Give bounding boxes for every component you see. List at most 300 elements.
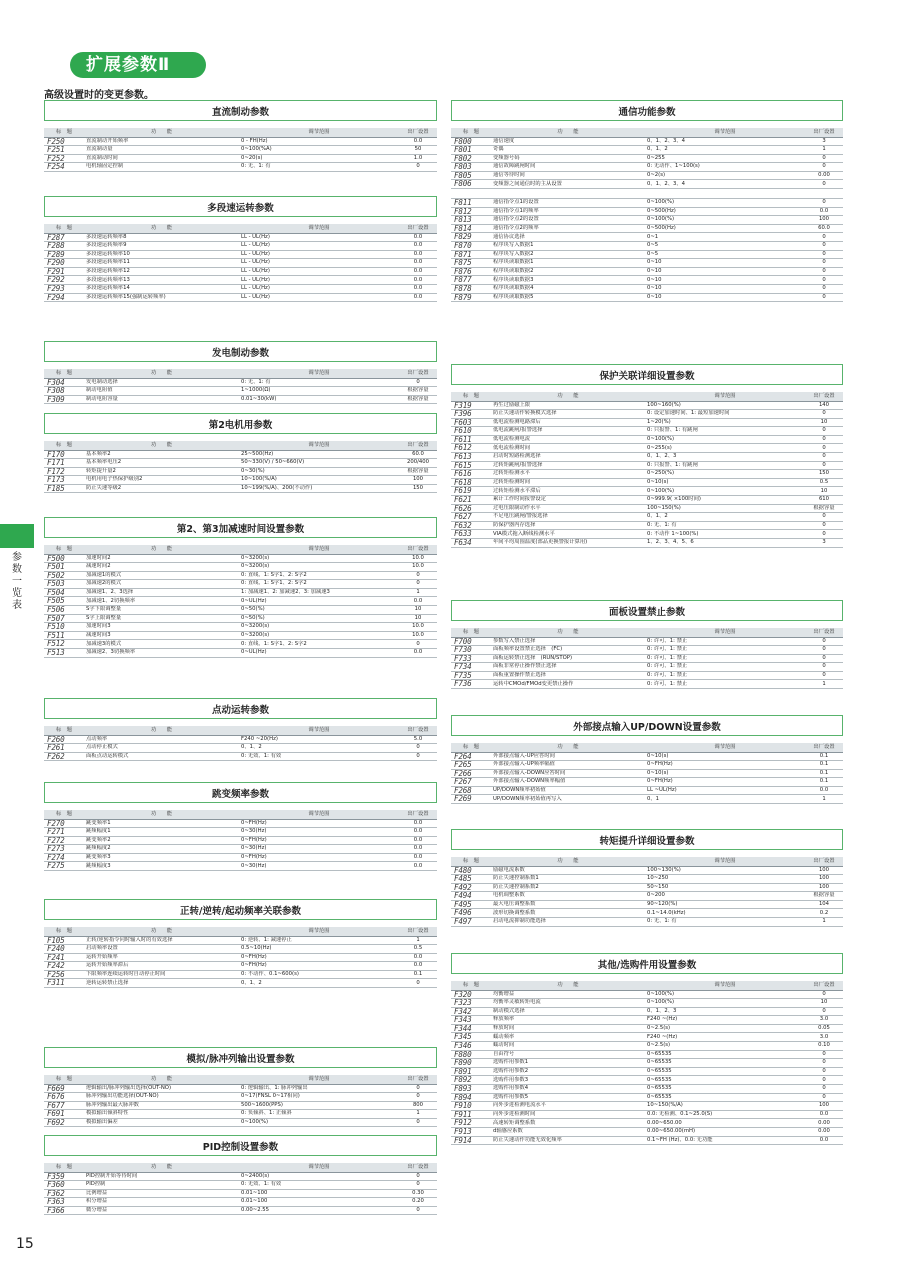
- param-section: [451, 715, 843, 804]
- param-range: 0~255: [645, 154, 805, 163]
- param-range: 0~10: [645, 293, 805, 302]
- column-header-default: 出厂设置: [805, 743, 843, 752]
- param-code: F360: [44, 1181, 84, 1190]
- table-row: [451, 276, 843, 285]
- param-function: 程序块读取数据2: [491, 267, 645, 276]
- param-default: 100: [805, 875, 843, 884]
- param-range: 0~10: [645, 267, 805, 276]
- param-code: F892: [451, 1076, 491, 1085]
- section-title: 发电制动参数: [44, 341, 437, 362]
- param-default: 100: [805, 1102, 843, 1111]
- param-code: F511: [44, 631, 84, 640]
- param-range: 0、1、2: [645, 513, 805, 522]
- param-function: 多段速运转频率12: [84, 267, 239, 276]
- param-function: 通信指令点1的频率: [491, 207, 645, 216]
- param-function: 加减速2、3切换频率: [84, 649, 239, 658]
- table-row: [44, 752, 437, 761]
- table-row: [44, 588, 437, 597]
- param-range: 0~100(%): [645, 199, 805, 208]
- param-range: 0~FH(Hz): [239, 819, 399, 828]
- param-function: 跳变频率1: [84, 819, 239, 828]
- param-default: 150: [805, 470, 843, 479]
- param-table: [44, 369, 437, 404]
- param-code: F801: [451, 146, 491, 155]
- param-range: 0: 负倾斜、1: 正倾斜: [239, 1110, 399, 1119]
- section-title: 第2电机用参数: [44, 413, 437, 434]
- table-row: [451, 786, 843, 795]
- param-function: 多段速运转频率13: [84, 276, 239, 285]
- param-range: 0~2400(s): [239, 1172, 399, 1181]
- param-range: 10~100(%/A): [239, 476, 399, 485]
- param-function: PID控制开始等待时间: [84, 1172, 239, 1181]
- param-code: F603: [451, 418, 491, 427]
- table-row: [451, 180, 843, 189]
- param-code: F345: [451, 1033, 491, 1042]
- param-table: [451, 628, 843, 689]
- table-row: [451, 918, 843, 927]
- table-row: [451, 242, 843, 251]
- table-row: [451, 199, 843, 208]
- param-default: 3: [805, 539, 843, 548]
- param-range: 0~255(s): [645, 444, 805, 453]
- param-default: 5.0: [399, 735, 437, 744]
- param-code: F616: [451, 470, 491, 479]
- param-default: 0.20: [399, 1198, 437, 1207]
- param-function: 基本频率2: [84, 450, 239, 459]
- table-row: [451, 866, 843, 875]
- param-function: 正转/逆转指令同时输入时的有效选择: [84, 936, 239, 945]
- param-range: 0~100(%): [645, 990, 805, 999]
- param-range: 0.00~650.00(mH): [645, 1128, 805, 1137]
- param-function: 基本频率电压2: [84, 459, 239, 468]
- table-row: [451, 680, 843, 689]
- param-function: 外部接点输入-DOWN应答时间: [491, 769, 645, 778]
- table-row: [451, 769, 843, 778]
- column-header-default: 出厂设置: [399, 441, 437, 450]
- table-row: [44, 962, 437, 971]
- param-code: F692: [44, 1118, 84, 1127]
- param-section: [451, 100, 843, 302]
- param-function: 通信指令点2的设置: [491, 216, 645, 225]
- param-table: [451, 392, 843, 548]
- param-range: 100~150(%): [645, 504, 805, 513]
- column-header-func: 功 能: [491, 392, 645, 401]
- section-title: 直流制动参数: [44, 100, 437, 121]
- table-row: [451, 504, 843, 513]
- param-default: 0: [805, 530, 843, 539]
- table-row: [44, 1084, 437, 1093]
- param-range: 0~100(%): [645, 999, 805, 1008]
- param-range: LL - UL(Hz): [239, 242, 399, 251]
- column-header-range: 调节范围: [645, 857, 805, 866]
- param-default: 0.0: [399, 819, 437, 828]
- param-range: 0~30(Hz): [239, 828, 399, 837]
- param-function: 加速时间2: [84, 554, 239, 563]
- param-code: F890: [451, 1059, 491, 1068]
- param-range: 10~199(%/A)、200(不动作): [239, 484, 399, 493]
- param-default: 根据容量: [399, 467, 437, 476]
- param-default: 1: [399, 936, 437, 945]
- table-row: [44, 1181, 437, 1190]
- page-title: 扩展参数Ⅱ: [70, 52, 206, 78]
- param-function: 过转矩检测水平滞后: [491, 487, 645, 496]
- param-range: 0~30(%): [239, 467, 399, 476]
- param-range: 0、1、2: [239, 744, 399, 753]
- param-range: 0~3200(s): [239, 563, 399, 572]
- column-header-code: 标 题: [44, 369, 84, 378]
- param-range: 1: 加减速1、2: 加减速2、3: 加减速3: [239, 588, 399, 597]
- param-range: 0~30(Hz): [239, 862, 399, 871]
- param-range: 500~1600(PPS): [239, 1101, 399, 1110]
- column-header-code: 标 题: [451, 128, 491, 137]
- param-code: F320: [451, 990, 491, 999]
- param-table: [44, 224, 437, 302]
- param-code: F288: [44, 242, 84, 251]
- param-default: 100: [805, 866, 843, 875]
- column-header-default: 出厂设置: [805, 628, 843, 637]
- param-function: 奇偶: [491, 146, 645, 155]
- param-code: F242: [44, 962, 84, 971]
- param-default: 0: [399, 571, 437, 580]
- param-code: F611: [451, 435, 491, 444]
- column-header-code: 标 题: [44, 441, 84, 450]
- column-header-range: 调节范围: [239, 441, 399, 450]
- param-function: 励磁电流系数: [491, 866, 645, 875]
- param-code: F240: [44, 945, 84, 954]
- param-function: 程序块读取数据1: [491, 259, 645, 268]
- param-function: 脉冲列输出功能选择(OUT-NO): [84, 1093, 239, 1102]
- column-header-code: 标 题: [44, 224, 84, 233]
- param-function: 防止失速控制系数1: [491, 875, 645, 884]
- param-table: [44, 1163, 437, 1215]
- param-function: VIA模式拖入断线检测水平: [491, 530, 645, 539]
- param-default: 0.0: [399, 845, 437, 854]
- param-default: 0: [805, 1067, 843, 1076]
- param-function: 跳变频率3: [84, 853, 239, 862]
- param-function: 过转矩跳闸/报警选择: [491, 461, 645, 470]
- param-function: 制动模式选择: [491, 1007, 645, 1016]
- column-header-default: 出厂设置: [399, 369, 437, 378]
- param-range: 0~UL(Hz): [239, 597, 399, 606]
- param-code: F265: [451, 761, 491, 770]
- param-function: 防止失速控制系数2: [491, 883, 645, 892]
- table-row: [451, 654, 843, 663]
- param-default: 根据容量: [805, 504, 843, 513]
- table-row: [44, 819, 437, 828]
- param-default: 0: [805, 671, 843, 680]
- param-default: 0.1: [805, 778, 843, 787]
- table-row: [44, 614, 437, 623]
- param-range: 0~10(s): [645, 769, 805, 778]
- param-code: F877: [451, 276, 491, 285]
- param-function: 面板频率设置禁止选择 (FC): [491, 646, 645, 655]
- param-section: [451, 953, 843, 1145]
- param-range: 0~1: [645, 233, 805, 242]
- column-header-default: 出厂设置: [399, 128, 437, 137]
- param-default: 0.05: [805, 1024, 843, 1033]
- param-default: 0.0: [399, 836, 437, 845]
- column-header-range: 调节范围: [239, 1075, 399, 1084]
- table-row: [451, 418, 843, 427]
- param-code: F171: [44, 459, 84, 468]
- column-header-default: 出厂设置: [399, 1163, 437, 1172]
- param-code: F910: [451, 1102, 491, 1111]
- table-row: [44, 484, 437, 493]
- param-section: [44, 413, 437, 493]
- table-row: [451, 154, 843, 163]
- param-range: 0~30(Hz): [239, 845, 399, 854]
- param-default: 0.0: [399, 862, 437, 871]
- param-range: 0.00~2.55: [239, 1206, 399, 1215]
- param-function: 多段速运转频率11: [84, 259, 239, 268]
- param-function: 跳变频率2: [84, 836, 239, 845]
- param-function: 防止失速等级2: [84, 484, 239, 493]
- param-function: UP/DOWN频率初始值: [491, 786, 645, 795]
- param-default: 1.0: [399, 154, 437, 163]
- param-code: F292: [44, 276, 84, 285]
- param-default: 1: [805, 146, 843, 155]
- param-range: 0~10(s): [645, 478, 805, 487]
- table-row: [44, 146, 437, 155]
- param-code: F363: [44, 1198, 84, 1207]
- param-function: 面板点动运转模式: [84, 752, 239, 761]
- param-range: [645, 189, 805, 199]
- column-header-range: 调节范围: [645, 743, 805, 752]
- param-range: 0~50(%): [239, 606, 399, 615]
- param-code: F870: [451, 242, 491, 251]
- param-function: 发电制动选择: [84, 378, 239, 387]
- param-function: 均衡增益: [491, 990, 645, 999]
- column-header-range: 调节范围: [239, 810, 399, 819]
- param-default: 0: [805, 637, 843, 646]
- param-function: 低电流检测电流: [491, 435, 645, 444]
- param-code: F632: [451, 521, 491, 530]
- param-default: 0: [399, 580, 437, 589]
- param-function: 多段速运转频率15(强制运转频率): [84, 293, 239, 302]
- param-code: F615: [451, 461, 491, 470]
- table-row: [451, 470, 843, 479]
- param-default: 3: [805, 137, 843, 146]
- param-range: 0: 无、1: 有: [239, 378, 399, 387]
- param-code: F730: [451, 646, 491, 655]
- param-function: 累计工作时间报警设定: [491, 496, 645, 505]
- table-row: [44, 979, 437, 988]
- param-range: 0: 设定加速时间、1: 最短加速时间: [645, 410, 805, 419]
- param-code: F290: [44, 259, 84, 268]
- param-code: F504: [44, 588, 84, 597]
- param-default: 0: [399, 378, 437, 387]
- section-title: 转矩提升详细设置参数: [451, 829, 843, 850]
- param-function: 不足电压跳闸/警报选择: [491, 513, 645, 522]
- param-function: 面板重置操作禁止选择: [491, 671, 645, 680]
- param-code: F619: [451, 487, 491, 496]
- param-code: F634: [451, 539, 491, 548]
- table-row: [44, 649, 437, 658]
- param-function: 逆转运转禁止选择: [84, 979, 239, 988]
- table-row: [451, 513, 843, 522]
- param-default: 0: [805, 259, 843, 268]
- param-function: 过转矩检测时间: [491, 478, 645, 487]
- param-code: F814: [451, 224, 491, 233]
- param-range: 0~5: [645, 250, 805, 259]
- param-section: [44, 698, 437, 761]
- param-range: 25~500(Hz): [239, 450, 399, 459]
- param-range: 0~2(s): [645, 171, 805, 180]
- table-row: [44, 945, 437, 954]
- section-title: 第2、第3加减速时间设置参数: [44, 517, 437, 538]
- param-code: F308: [44, 387, 84, 396]
- param-range: 0~FH(Hz): [239, 853, 399, 862]
- param-default: 50: [399, 146, 437, 155]
- param-code: F876: [451, 267, 491, 276]
- param-code: F495: [451, 900, 491, 909]
- param-default: 0.0: [399, 853, 437, 862]
- table-row: [451, 999, 843, 1008]
- param-section: [44, 517, 437, 658]
- param-function: 蠕动频率: [491, 1033, 645, 1042]
- param-function: 加减速1、2切换频率: [84, 597, 239, 606]
- param-range: 0~65535: [645, 1076, 805, 1085]
- param-code: F480: [451, 866, 491, 875]
- param-default: 0: [805, 233, 843, 242]
- section-title: 保护关联详细设置参数: [451, 364, 843, 385]
- param-range: 0: 不动作 1~100(%): [645, 530, 805, 539]
- column-header-func: 功 能: [491, 128, 645, 137]
- param-function: S字下限调整量: [84, 606, 239, 615]
- column-header-range: 调节范围: [239, 1163, 399, 1172]
- param-default: 0.0: [805, 1136, 843, 1145]
- param-function: 制动电阻值: [84, 387, 239, 396]
- param-default: 60.0: [399, 450, 437, 459]
- param-code: F871: [451, 250, 491, 259]
- section-title: 正转/逆转/起动频率关联参数: [44, 899, 437, 920]
- param-default: 0.0: [399, 649, 437, 658]
- param-range: 0、1、2: [239, 979, 399, 988]
- param-function: 电机轴固定控制: [84, 163, 239, 172]
- param-code: F505: [44, 597, 84, 606]
- param-code: F806: [451, 180, 491, 189]
- param-function: 均衡率灵敏转矩电流: [491, 999, 645, 1008]
- param-default: 0.0: [399, 285, 437, 294]
- table-row: [451, 224, 843, 233]
- param-function: 过转矩检测水平: [491, 470, 645, 479]
- param-function: 下限频率连续运转时自动停止时间: [84, 970, 239, 979]
- param-range: 0~10: [645, 285, 805, 294]
- param-default: 0: [805, 1050, 843, 1059]
- param-code: F501: [44, 563, 84, 572]
- param-function: 释放时间: [491, 1024, 645, 1033]
- param-range: F240 ~(Hz): [645, 1033, 805, 1042]
- table-row: [451, 795, 843, 804]
- param-code: F513: [44, 649, 84, 658]
- section-title: 多段速运转参数: [44, 196, 437, 217]
- param-code: F267: [451, 778, 491, 787]
- section-title: PID控制设置参数: [44, 1135, 437, 1156]
- param-code: F274: [44, 853, 84, 862]
- param-function: 程序块写入数据2: [491, 250, 645, 259]
- param-default: 0: [399, 1084, 437, 1093]
- param-function: 跳频幅度3: [84, 862, 239, 871]
- param-default: 0.00: [805, 1119, 843, 1128]
- column-header-func: 功 能: [84, 441, 239, 450]
- table-row: [451, 521, 843, 530]
- param-function: 微分增益: [84, 1206, 239, 1215]
- param-default: 0.0: [399, 233, 437, 242]
- column-header-func: 功 能: [84, 369, 239, 378]
- param-default: 0: [805, 199, 843, 208]
- param-code: F502: [44, 571, 84, 580]
- param-range: 0~65535: [645, 1067, 805, 1076]
- param-function: 通信指令点2的频率: [491, 224, 645, 233]
- table-row: [44, 554, 437, 563]
- param-range: 0~FH(Hz): [645, 778, 805, 787]
- param-code: F677: [44, 1101, 84, 1110]
- param-function: 通信速度: [491, 137, 645, 146]
- param-code: F291: [44, 267, 84, 276]
- param-range: 0.0: 无检测、0.1~25.0(S): [645, 1110, 805, 1119]
- param-code: F266: [451, 769, 491, 778]
- param-code: [451, 189, 491, 199]
- table-row: [451, 778, 843, 787]
- param-code: F396: [451, 410, 491, 419]
- table-row: [451, 1085, 843, 1094]
- table-row: [451, 1128, 843, 1137]
- table-row: [44, 163, 437, 172]
- column-header-default: 出厂设置: [399, 810, 437, 819]
- param-range: 0: 许可、1: 禁止: [645, 654, 805, 663]
- table-row: [451, 216, 843, 225]
- param-code: F612: [451, 444, 491, 453]
- param-function: UP/DOWN频率初始值再写入: [491, 795, 645, 804]
- column-header-func: 功 能: [84, 810, 239, 819]
- param-code: F241: [44, 953, 84, 962]
- column-header-default: 出厂设置: [805, 981, 843, 990]
- param-range: 0.01~30(kW): [239, 395, 399, 404]
- param-default: 3.0: [805, 1033, 843, 1042]
- table-row: [451, 146, 843, 155]
- param-range: 0~250(%): [645, 470, 805, 479]
- column-header-code: 标 题: [44, 927, 84, 936]
- param-code: F294: [44, 293, 84, 302]
- param-function: 过电压限制动作水平: [491, 504, 645, 513]
- param-function: 选购件用参数4: [491, 1085, 645, 1094]
- param-default: 60.0: [805, 224, 843, 233]
- param-default: 0.1: [805, 761, 843, 770]
- param-default: 0: [805, 154, 843, 163]
- param-range: 0~100(%): [645, 487, 805, 496]
- param-function: 向外步进检测电流水平: [491, 1102, 645, 1111]
- param-code: F735: [451, 671, 491, 680]
- param-function: 选购件用参数5: [491, 1093, 645, 1102]
- param-default: 根据容量: [399, 387, 437, 396]
- table-row: [44, 735, 437, 744]
- table-row: [451, 990, 843, 999]
- param-default: 0: [399, 752, 437, 761]
- param-function: 外部接点输入-DOWN频率幅值: [491, 778, 645, 787]
- param-default: 0.0: [399, 250, 437, 259]
- param-function: 模拟输出偏差: [84, 1118, 239, 1127]
- section-title: 跳变频率参数: [44, 782, 437, 803]
- param-code: F344: [451, 1024, 491, 1033]
- param-function: 通信协议选择: [491, 233, 645, 242]
- param-range: LL - UL(Hz): [239, 259, 399, 268]
- param-function: 防保护器内存选择: [491, 521, 645, 530]
- column-header-range: 调节范围: [239, 726, 399, 735]
- table-row: [44, 293, 437, 302]
- column-header-default: 出厂设置: [399, 224, 437, 233]
- param-default: 200/400: [399, 459, 437, 468]
- table-row: [44, 744, 437, 753]
